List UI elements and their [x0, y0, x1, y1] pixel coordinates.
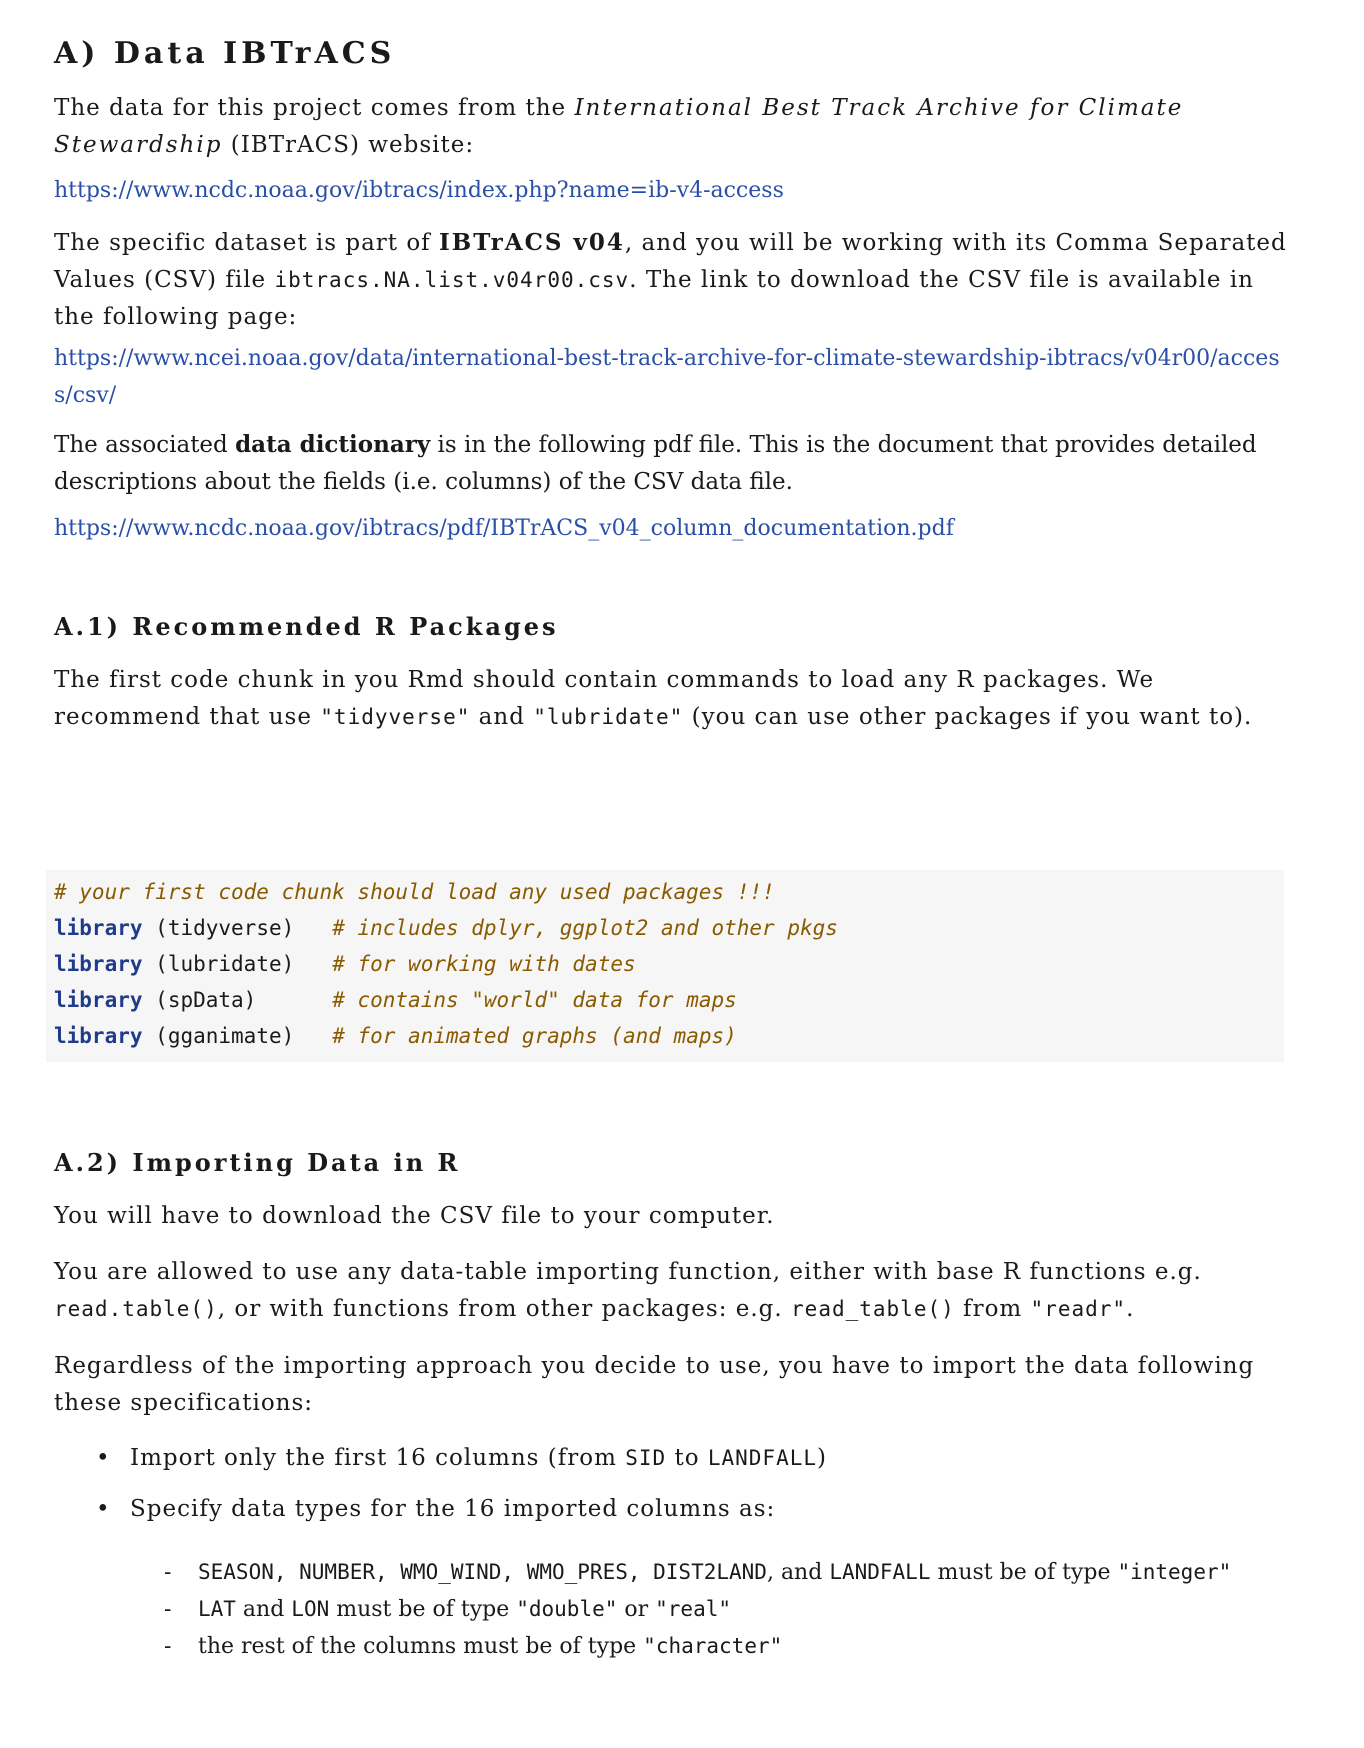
code-arg: (lubridate) [155, 952, 295, 976]
code-comment: # contains "world" data for maps [332, 988, 737, 1012]
download-paragraph: You will have to download the CSV file to your computer. [54, 1203, 775, 1229]
intro-paragraph [54, 90, 1294, 164]
code-arg: (gganimate) [155, 1024, 295, 1048]
col-landfall: LANDFALL [829, 1560, 931, 1584]
type-text: must be of type [329, 1597, 517, 1622]
code-keyword: library [54, 952, 143, 976]
data-dictionary-term: data dictionary [235, 431, 431, 458]
col-lon: LON [291, 1597, 330, 1621]
pkg-readr: "readr" [1030, 1297, 1127, 1321]
code-chunk [46, 870, 1284, 1062]
link-csv-download-anchor[interactable]: https://www.ncei.noaa.gov/data/international-best-track-archive-for-climate-stewardship-ibtracs/v04r00/access/csv/ [54, 346, 1280, 408]
dictionary-text: The associated [54, 432, 236, 458]
code-keyword: library [54, 1024, 143, 1048]
specifications-paragraph: Regardless of the importing approach you decide to use, you have to import the data following these specifications: [54, 1353, 1255, 1416]
list-item [96, 1440, 1296, 1477]
bullet-glyph: • [96, 1445, 111, 1471]
dataset-text: The specific dataset is part of [54, 230, 439, 256]
type-or: or [617, 1597, 656, 1622]
packages-paragraph [54, 662, 1294, 736]
link-ibtracs-access[interactable] [54, 172, 1294, 209]
integer-columns: SEASON, NUMBER, WMO_WIND, WMO_PRES, DIST2LAND [198, 1560, 767, 1584]
code-keyword: library [54, 916, 143, 940]
import-text: You are allowed to use any data-table importing function, either with base R functions e.g. [54, 1259, 1202, 1285]
code-comment: # includes dplyr, ggplot2 and other pkgs [332, 916, 838, 940]
type-integer: "integer" [1117, 1560, 1232, 1584]
dash-glyph: - [164, 1634, 172, 1659]
col-sid: SID [625, 1446, 667, 1470]
code-arg: (tidyverse) [155, 916, 295, 940]
import-text-mid: , or with functions from other packages: e.g. [217, 1296, 792, 1322]
dash-glyph: - [164, 1560, 172, 1585]
pkg-lubridate: "lubridate" [533, 705, 684, 729]
packages-and: and [470, 704, 534, 730]
code-keyword: library [54, 988, 143, 1012]
link-column-docs[interactable] [54, 510, 1294, 547]
pkg-tidyverse: "tidyverse" [320, 705, 471, 729]
dictionary-paragraph [54, 426, 1294, 501]
type-character: "character" [643, 1634, 783, 1658]
type-text: the rest of the columns must be of type [198, 1634, 644, 1659]
fn-read-table: read.table() [54, 1297, 218, 1321]
import-from: from [954, 1296, 1031, 1322]
csv-filename: ibtracs.NA.list.v04r00.csv [274, 268, 630, 292]
dataset-version: IBTrACS v04 [439, 229, 625, 256]
spec-text: Import only the first 16 columns (from [130, 1445, 626, 1471]
dash-glyph: - [164, 1597, 172, 1622]
col-lat: LAT [198, 1597, 236, 1621]
list-item [164, 1591, 1284, 1628]
packages-text-tail: (you can use other packages if you want to). [683, 704, 1253, 730]
spec-list [96, 1440, 1296, 1528]
list-item [164, 1554, 1284, 1591]
section-title-a2: A.2) Importing Data in R [54, 1148, 461, 1177]
intro-text: The data for this project comes from the [54, 95, 575, 121]
import-functions-paragraph [54, 1254, 1294, 1328]
col-landfall: LANDFALL [707, 1446, 818, 1470]
code-line-2 [54, 916, 838, 940]
spec-text: Specify data types for the 16 imported columns as: [130, 1496, 776, 1522]
code-line-5 [54, 1024, 737, 1048]
type-and: , and [766, 1560, 830, 1585]
type-list [164, 1554, 1284, 1665]
link-column-docs-anchor[interactable]: https://www.ncdc.noaa.gov/ibtracs/pdf/IBTrACS_v04_column_documentation.pdf [54, 516, 954, 541]
code-line-1 [54, 880, 775, 904]
link-ibtracs-access-anchor[interactable]: https://www.ncdc.noaa.gov/ibtracs/index.php?name=ib-v4-access [54, 178, 784, 203]
dictionary-text-tail: is in the following pdf file. This is the document that provides detailed descriptions about the fields (i.e. columns) of the CSV data file. [54, 432, 1257, 495]
dataset-text-mid: , and you will be working with its Comma Separated Values (CSV) file [54, 230, 1287, 293]
spec-to: to [666, 1445, 708, 1471]
section-title-a: A) Data IBTrACS [54, 36, 396, 71]
code-comment: # for working with dates [332, 952, 636, 976]
fn-read-table-readr: read_table() [791, 1297, 955, 1321]
archive-name: International Best Track Archive for Climate Stewardship [54, 95, 1184, 158]
code-line-3 [54, 952, 636, 976]
type-double: "double" [516, 1597, 618, 1621]
packages-text: The first code chunk in you Rmd should contain commands to load any R packages. We recommend that use [54, 667, 1155, 730]
bullet-glyph: • [96, 1496, 111, 1522]
dataset-text-tail: . The link to download the CSV file is available in the following page: [54, 267, 1254, 330]
code-line-4 [54, 988, 737, 1012]
code-arg: (spData) [155, 988, 257, 1012]
code-comment: # for animated graphs (and maps) [332, 1024, 737, 1048]
type-and: and [235, 1597, 292, 1622]
type-real: "real" [655, 1597, 731, 1621]
code-comment: # your first code chunk should load any used packages !!! [54, 880, 775, 904]
type-text: must be of type [930, 1560, 1118, 1585]
import-end: . [1126, 1296, 1135, 1322]
list-item [96, 1491, 1296, 1528]
list-item [164, 1628, 1284, 1665]
dataset-paragraph [54, 224, 1294, 336]
intro-tail: (IBTrACS) website: [222, 132, 475, 158]
spec-close: ) [817, 1445, 827, 1471]
link-csv-download[interactable] [54, 340, 1294, 414]
section-title-a1: A.1) Recommended R Packages [54, 612, 559, 641]
